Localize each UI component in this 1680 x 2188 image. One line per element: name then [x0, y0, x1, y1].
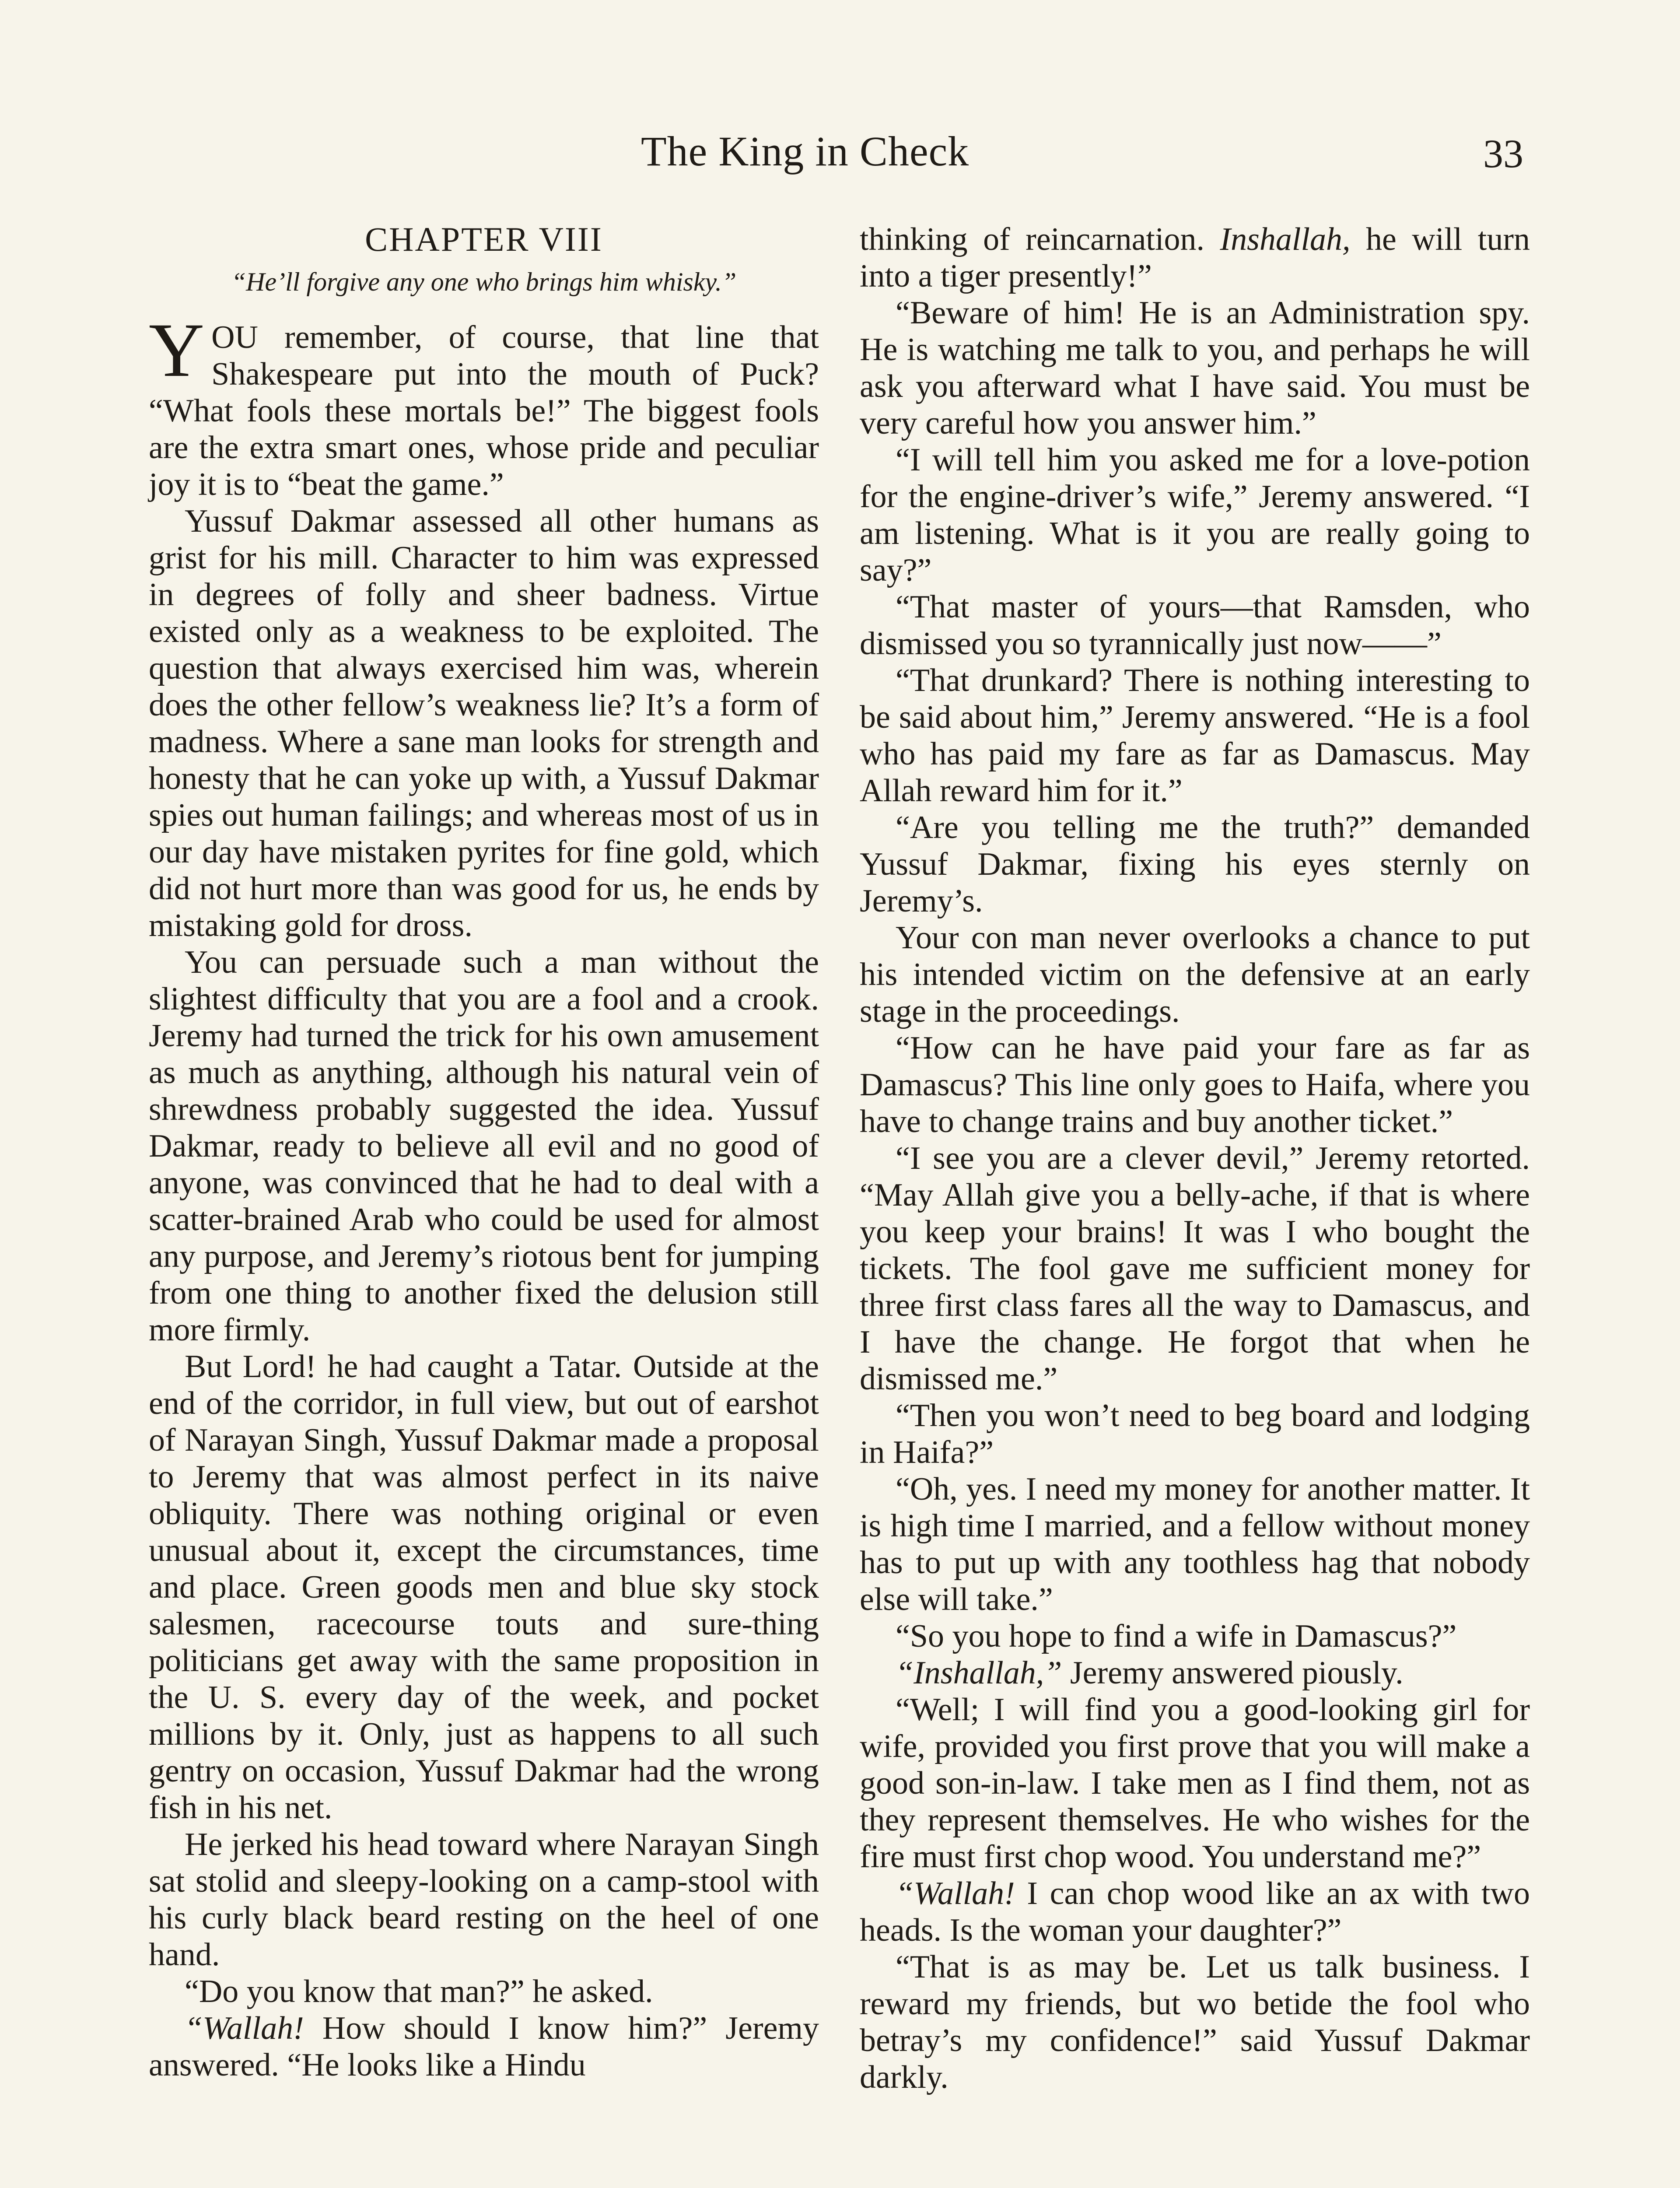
paragraph: “How can he have paid your fare as far as Damascus? This line only goes to Haifa, where you have to change trains and buy another ticket.”	[860, 1030, 1530, 1140]
right-column	[860, 221, 1530, 2096]
paragraph: Your con man never overlooks a chance to put his intended victim on the defensive at an early stage in the proceedings.	[860, 920, 1530, 1029]
paragraph: “I will tell him you asked me for a love-potion for the engine-driver’s wife,” Jeremy answered. “I am listening. What is it you are really going to say?”	[860, 442, 1530, 588]
paragraph-text: I can chop wood like an ax with two heads. Is the woman your daughter?”	[860, 1876, 1530, 1948]
paragraph	[860, 221, 1530, 295]
paragraph-text: How should I know him?” Jeremy answered. “He looks like a Hindu	[149, 2010, 819, 2083]
paragraph-text: thinking of reincarnation.	[860, 221, 1220, 257]
chapter-heading: CHAPTER VIII	[365, 220, 603, 258]
paragraph	[149, 2010, 819, 2083]
paragraph: You can persuade such a man without the slightest difficulty that you are a fool and a crook. Jeremy had turned the trick for his own amusement as much as anything, although his natural vein of shrewdness probably suggested the idea. Yussuf Dakmar, ready to believe all evil and no good of anyone, was convinced that he had to deal with a scatter-brained Arab who could be used for almost any purpose, and Jeremy’s riotous bent for jumping from one thing to another fixed the delusion still more firmly.	[149, 944, 819, 1348]
paragraph: “Then you won’t need to beg board and lodging in Haifa?”	[860, 1398, 1530, 1470]
paragraph: Yussuf Dakmar assessed all other humans as grist for his mill. Character to him was expressed in degrees of folly and sheer badness. Virtue existed only as a weakness to be exploited. The question that always exercised him was, wherein does the other fellow’s weakness lie? It’s a form of madness. Where a sane man looks for strength and honesty that he can yoke up with, a Yussuf Dakmar spies out human failings; and whereas most of us in our day have mistaken pyrites for fine gold, which did not hurt more than was good for us, he ends by mistaking gold for dross.	[149, 503, 819, 943]
paragraph: “That master of yours—that Ramsden, who dismissed you so tyrannically just now——”	[860, 589, 1530, 662]
page-number: 33	[1483, 131, 1523, 176]
italic-text: Inshallah,	[1220, 221, 1351, 257]
paragraph: “Do you know that man?” he asked.	[185, 1974, 653, 2009]
italic-text: “Wallah!	[896, 1876, 1015, 1911]
paragraph: “I see you are a clever devil,” Jeremy retorted. “May Allah give you a belly-ache, if that is where you keep your brains! It was I who bought the tickets. The fool gave me sufficient money for three first class fares all the way to Damascus, and I have the change. He forgot that when he dismissed me.”	[860, 1140, 1530, 1397]
paragraph	[149, 308, 819, 503]
paragraph-text: OU remember, of course, that line that Shakespeare put into the mouth of Puck? “What fools these mortals be!” The biggest fools are the extra smart ones, whose pride and peculiar joy it is to “beat the game.”	[149, 319, 819, 502]
running-head	[0, 127, 1680, 188]
paragraph-text: he will turn into a tiger presently!”	[860, 221, 1530, 294]
paragraph: “That drunkard? There is nothing interesting to be said about him,” Jeremy answered. “He is a fool who has paid my fare as far as Damascus. May Allah reward him for it.”	[860, 663, 1530, 809]
paragraph-text: Jeremy answered piously.	[1062, 1655, 1404, 1691]
paragraph: “Well; I will find you a good-looking girl for wife, provided you first prove that you will make a good son-in-law. I take men as I find them, not as they represent themselves. He who wishes for the fire must first chop wood. You understand me?”	[860, 1692, 1530, 1875]
left-column	[149, 221, 819, 2083]
running-title: The King in Check	[641, 128, 970, 175]
paragraph: But Lord! he had caught a Tatar. Outside at the end of the corridor, in full view, but out of earshot of Narayan Singh, Yussuf Dakmar made a proposal to Jeremy that was almost perfect in its naive obliquity. There was nothing original or even unusual about it, except the circumstances, time and place. Green goods men and blue sky stock salesmen, racecourse touts and sure-thing politicians get away with the same proposition in the U. S. every day of the week, and pocket millions by it. Only, just as happens to all such gentry on occasion, Yussuf Dakmar had the wrong fish in his net.	[149, 1349, 819, 1826]
drop-cap: Y	[149, 308, 205, 393]
paragraph: “That is as may be. Let us talk business. I reward my friends, but wo betide the fool who betray’s my confidence!” said Yussuf Dakmar darkly.	[860, 1949, 1530, 2095]
paragraph: “Oh, yes. I need my money for another matter. It is high time I married, and a fellow without money has to put up with any toothless hag that nobody else will take.”	[860, 1471, 1530, 1617]
italic-text: “Inshallah,”	[896, 1655, 1062, 1691]
chapter-epigraph: “He’ll forgive any one who brings him whisky.”	[231, 267, 737, 296]
paragraph	[860, 1655, 1530, 1691]
paragraph	[860, 1875, 1530, 1949]
paragraph: He jerked his head toward where Narayan Singh sat stolid and sleepy-looking on a camp-stool with his curly black beard resting on the heel of one hand.	[149, 1827, 819, 1973]
italic-text: “Wallah!	[185, 2010, 304, 2046]
paragraph: “So you hope to find a wife in Damascus?”	[896, 1618, 1457, 1654]
paragraph: “Are you telling me the truth?” demanded Yussuf Dakmar, fixing his eyes sternly on Jeremy’s.	[860, 810, 1530, 919]
paragraph: “Beware of him! He is an Administration spy. He is watching me talk to you, and perhaps he will ask you afterward what I have said. You must be very careful how you answer him.”	[860, 295, 1530, 441]
